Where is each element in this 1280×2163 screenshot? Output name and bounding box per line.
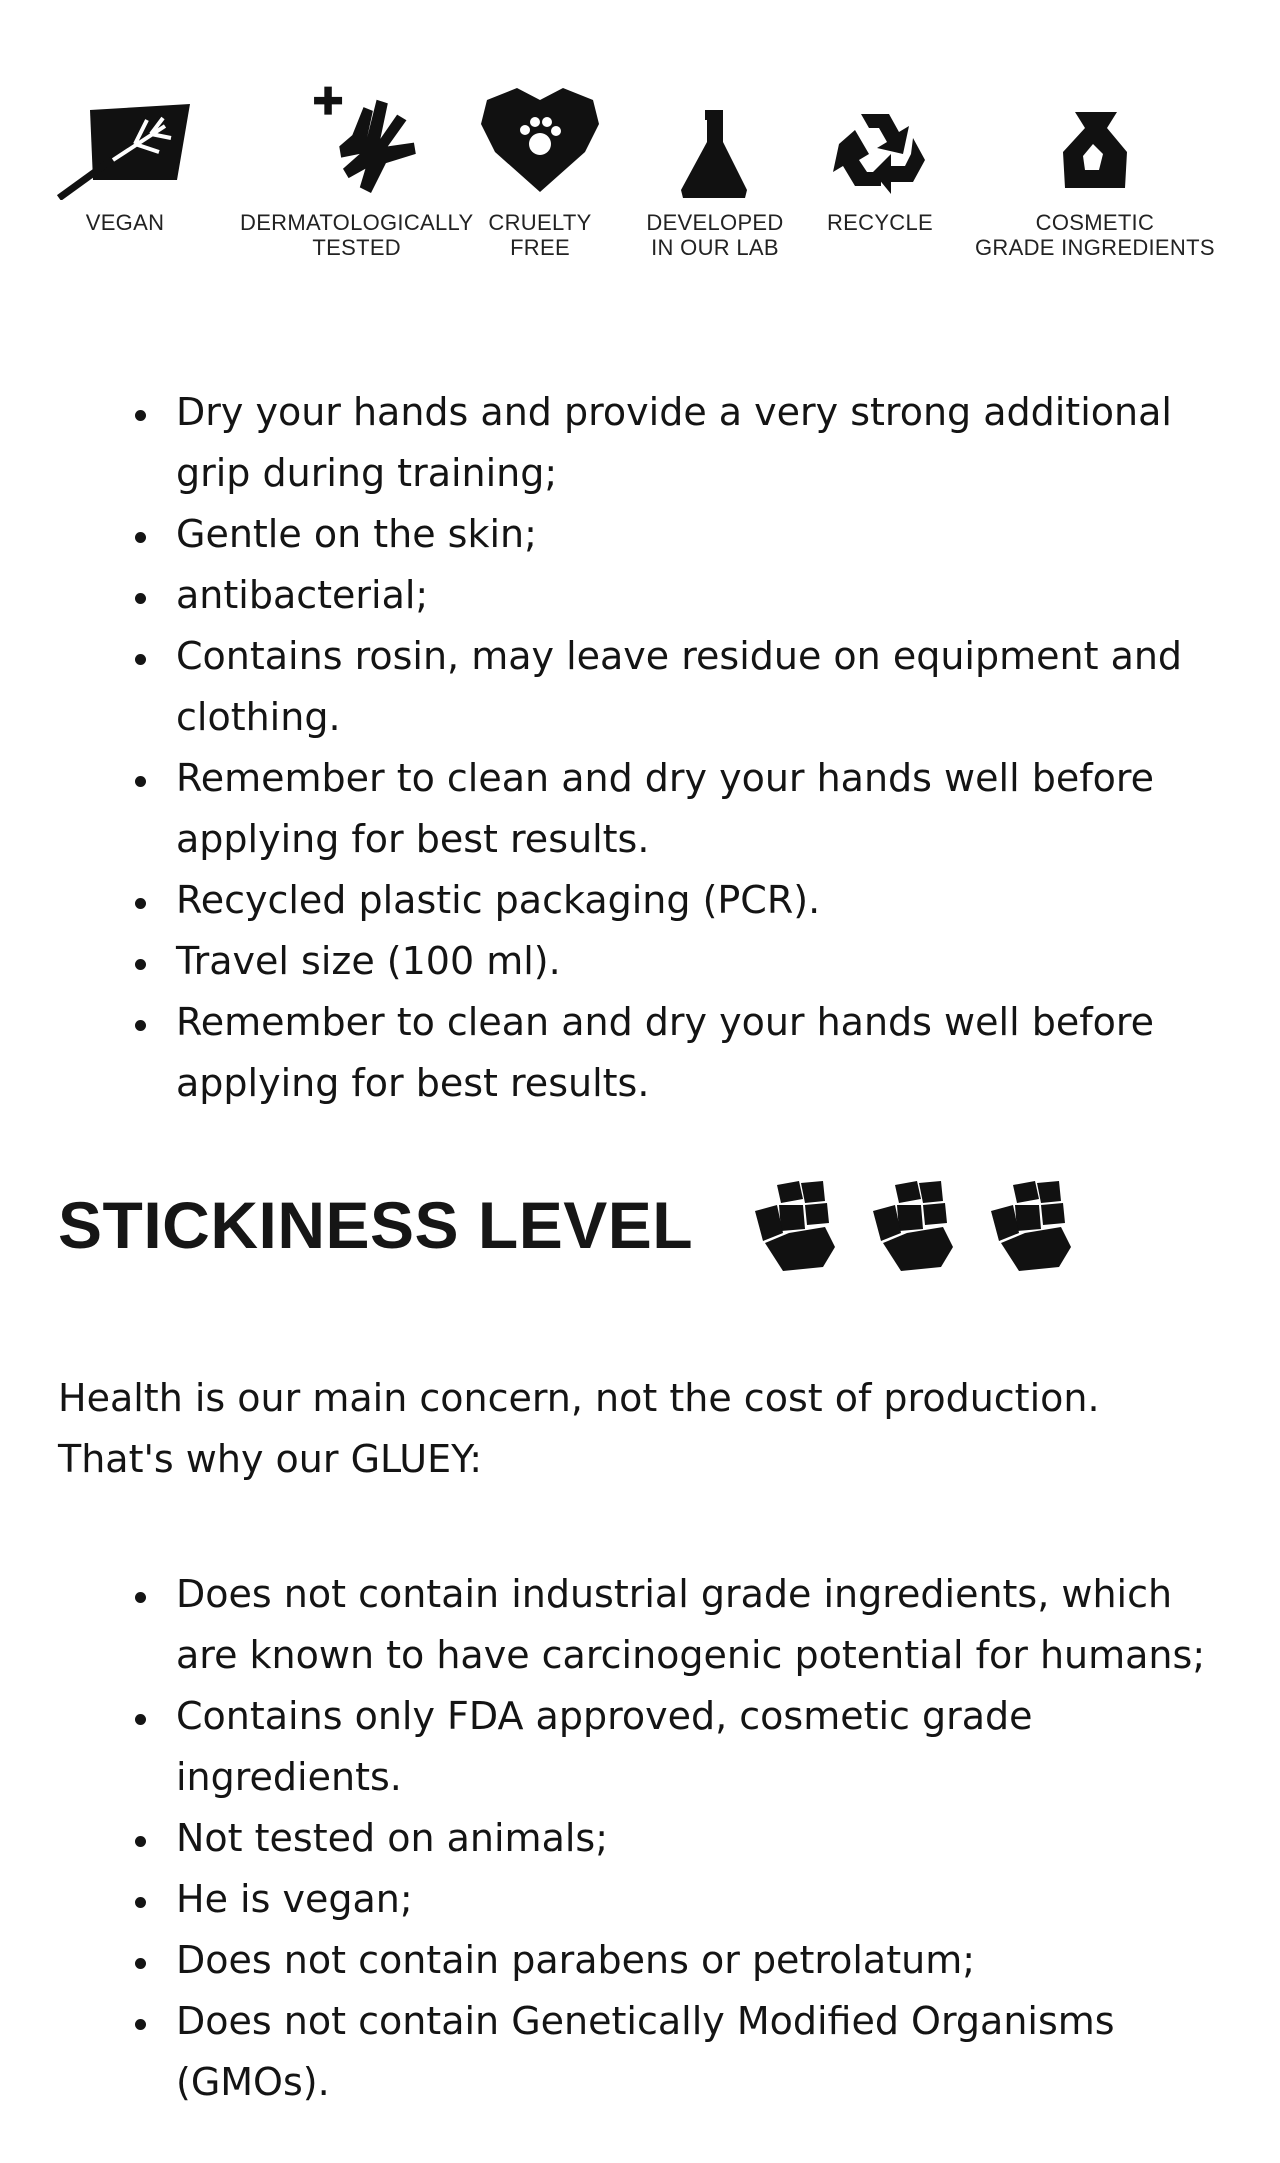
list-item: Recycled plastic packaging (PCR).	[176, 870, 1206, 931]
badge-label: RECYCLE	[826, 210, 934, 235]
heart-paw-icon	[470, 70, 610, 200]
health-paragraph: Health is our main concern, not the cost of production. That's why our GLUEY:	[58, 1376, 1100, 1481]
badge-recycle	[810, 70, 950, 270]
stickiness-rating	[743, 1175, 1079, 1275]
badge-label: VEGAN	[85, 210, 165, 235]
list-item: Does not contain industrial grade ingredients, which are known to have carcinogenic potential for humans;	[176, 1564, 1206, 1686]
hand-plus-icon	[287, 70, 427, 200]
stickiness-level	[58, 1170, 1079, 1280]
list-item: He is vegan;	[176, 1869, 1206, 1930]
fist-icon	[979, 1175, 1079, 1275]
recycle-icon	[810, 70, 950, 200]
list-item: Remember to clean and dry your hands well before applying for best results.	[176, 992, 1206, 1114]
list-item: Not tested on animals;	[176, 1808, 1206, 1869]
flask-icon	[645, 70, 785, 200]
badge-cruelty-free	[470, 70, 610, 270]
badge-dermatologically-tested	[240, 70, 473, 270]
badge-vegan	[55, 70, 195, 270]
list-item: Remember to clean and dry your hands well before applying for best results.	[176, 748, 1206, 870]
fist-icon	[861, 1175, 961, 1275]
bag-icon	[1025, 70, 1165, 200]
badges-row	[55, 70, 1225, 270]
list-item: antibacterial;	[176, 565, 1206, 626]
list-item: Contains rosin, may leave residue on equipment and clothing.	[176, 626, 1206, 748]
badge-label: DERMATOLOGICALLY TESTED	[240, 210, 474, 260]
features-list	[58, 382, 1206, 1114]
list-item: Travel size (100 ml).	[176, 931, 1206, 992]
badge-label: CRUELTY FREE	[488, 210, 592, 260]
health-list	[58, 1564, 1206, 2113]
badge-cosmetic-grade-ingredients	[975, 70, 1215, 270]
badge-label: DEVELOPED IN OUR LAB	[646, 210, 784, 260]
list-item: Contains only FDA approved, cosmetic grade ingredients.	[176, 1686, 1206, 1808]
fist-icon	[743, 1175, 843, 1275]
stickiness-title: STICKINESS LEVEL	[58, 1188, 694, 1262]
list-item: Gentle on the skin;	[176, 504, 1206, 565]
badge-label: COSMETIC GRADE INGREDIENTS	[975, 210, 1215, 260]
badge-developed-in-our-lab	[645, 70, 785, 270]
leaf-icon	[55, 70, 195, 200]
list-item: Does not contain Genetically Modified Organisms (GMOs).	[176, 1991, 1206, 2113]
list-item: Dry your hands and provide a very strong additional grip during training;	[176, 382, 1206, 504]
list-item: Does not contain parabens or petrolatum;	[176, 1930, 1206, 1991]
